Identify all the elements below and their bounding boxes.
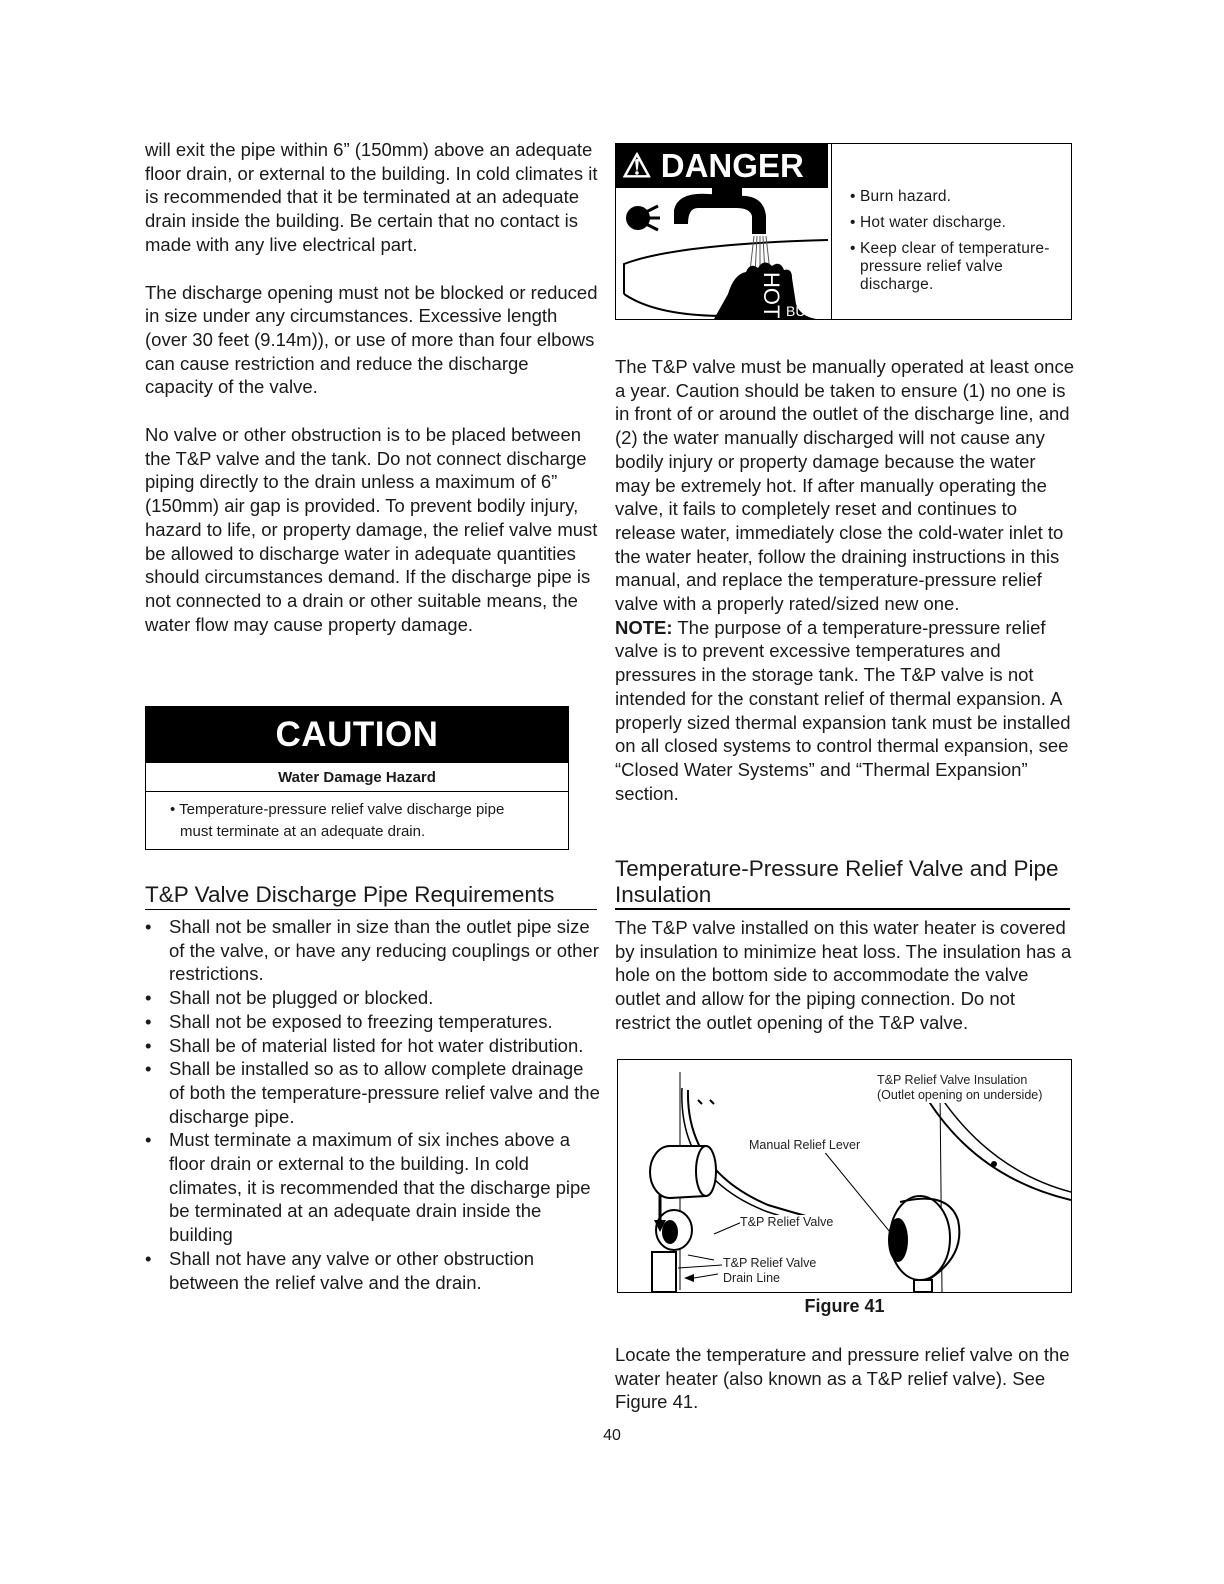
danger-title: ⚠ DANGER xyxy=(616,144,828,188)
paragraph: Locate the temperature and pressure relief valve on the water heater (also known as a T&P relief valve). See Figure 41. xyxy=(615,1344,1070,1413)
list-item: • Shall not be exposed to freezing temperatures. xyxy=(145,1010,553,1032)
right-text-block xyxy=(615,355,1075,805)
danger-list xyxy=(850,188,1060,302)
caution-bullet-line1: • Temperature-pressure relief valve discharge pipe xyxy=(170,801,505,818)
warning-triangle-icon: ⚠ xyxy=(622,147,652,184)
section-heading-text: Temperature-Pressure Relief Valve and Pipe Insulation xyxy=(615,856,1059,907)
caution-subtitle: Water Damage Hazard xyxy=(146,763,568,792)
list-item: • Keep clear of temperature-pressure relief valve discharge. xyxy=(850,240,1050,293)
caution-box xyxy=(145,706,569,850)
label-drain-line: T&P Relief Valve Drain Line xyxy=(723,1256,817,1285)
caution-text xyxy=(146,792,568,843)
label-insulation: T&P Relief Valve Insulation (Outlet opening on underside) xyxy=(877,1073,1043,1102)
paragraph: The discharge opening must not be blocked or reduced in size under any circumstances. Excessive length (over 30 feet (9.14m)), or use of more than four elbows can cause restriction and reduce the discharge capacity of the valve. xyxy=(145,281,598,398)
left-column xyxy=(145,138,600,636)
list-item: • Burn hazard. xyxy=(850,188,952,205)
section-heading-discharge-pipe xyxy=(145,882,597,910)
paragraph: The T&P valve must be manually operated at least once a year. Caution should be taken to ensure (1) no one is in front of or around the outlet of the discharge line, and (2) the water manually discharged will not cause any bodily injury or property damage because the water may be extremely hot. If after manually operating the valve, it fails to completely reset and continues to release water, immediately close the cold-water inlet to the water heater, follow the draining instructions in this manual, and replace the temperature-pressure relief valve with a properly rated/sized new one. xyxy=(615,356,1074,615)
list-item: • Shall be of material listed for hot water distribution. xyxy=(145,1034,584,1056)
figure-caption: Figure 41 xyxy=(804,1296,885,1316)
list-item: • Must terminate a maximum of six inches above a floor drain or external to the building. In cold climates, it is recommended that the discharge pipe be terminated at an adequate drain inside the building xyxy=(145,1129,591,1246)
figure-41 xyxy=(617,1059,1072,1293)
svg-text:BURN: BURN xyxy=(786,303,826,319)
note-paragraph xyxy=(615,616,1075,806)
list-item: • Shall not be smaller in size than the outlet pipe size of the valve, or have any reducing couplings or other restrictions. xyxy=(145,916,599,985)
label-manual-relief-lever: Manual Relief Lever xyxy=(749,1138,861,1152)
note-label: NOTE: xyxy=(615,616,673,638)
section-heading-insulation xyxy=(615,856,1070,910)
right-text-block xyxy=(615,1343,1075,1414)
paragraph: will exit the pipe within 6” (150mm) above an adequate floor drain, or external to the building. In cold climates it is recommended that it be terminated at an adequate drain inside the building. Be certain that no contact is made with any live electrical part. xyxy=(145,139,598,255)
list-item: • Hot water discharge. xyxy=(850,214,1007,231)
label-tp-relief-valve: T&P Relief Valve xyxy=(740,1215,834,1229)
list-item: • Shall be installed so as to allow complete drainage of both the temperature-pressure relief valve and the discharge pipe. xyxy=(145,1058,600,1127)
right-text-block xyxy=(615,916,1075,1035)
requirements-list xyxy=(145,915,600,1294)
page-number: 40 xyxy=(603,1427,621,1444)
paragraph: No valve or other obstruction is to be placed between the T&P valve and the tank. Do not connect discharge piping directly to the drain unless a maximum of 6” (150mm) air gap is provided. To prevent bodily injury, hazard to life, or property damage, the relief valve must be allowed to discharge water in adequate quantities should circumstances demand. If the discharge pipe is not connected to a drain or other suitable means, the water flow may cause property damage. xyxy=(145,424,598,635)
svg-text:HOT: HOT xyxy=(759,272,784,319)
note-text: The purpose of a temperature-pressure relief valve is to prevent excessive temperatures and pressures in the storage tank. The T&P valve is not intended for the constant relief of thermal expansion. A properly sized thermal expansion tank must be installed on all closed systems to control thermal expansion, see “Closed Water Systems” and “Thermal Expansion” section. xyxy=(615,616,1071,804)
list-item: • Shall not be plugged or blocked. xyxy=(145,987,434,1009)
section-heading-text: T&P Valve Discharge Pipe Requirements xyxy=(145,882,555,907)
caution-bullet-line2: must terminate at an adequate drain. xyxy=(180,823,426,840)
list-item: • Shall not have any valve or other obstruction between the relief valve and the drain. xyxy=(145,1247,535,1293)
caution-title: CAUTION xyxy=(146,707,568,763)
danger-box xyxy=(615,143,1072,320)
burn-hazard-illustration xyxy=(616,144,832,319)
paragraph: The T&P valve installed on this water heater is covered by insulation to minimize heat loss. The insulation has a hole on the bottom side to accommodate the valve outlet and allow for the piping connection. Do not restrict the outlet opening of the T&P valve. xyxy=(615,917,1072,1033)
